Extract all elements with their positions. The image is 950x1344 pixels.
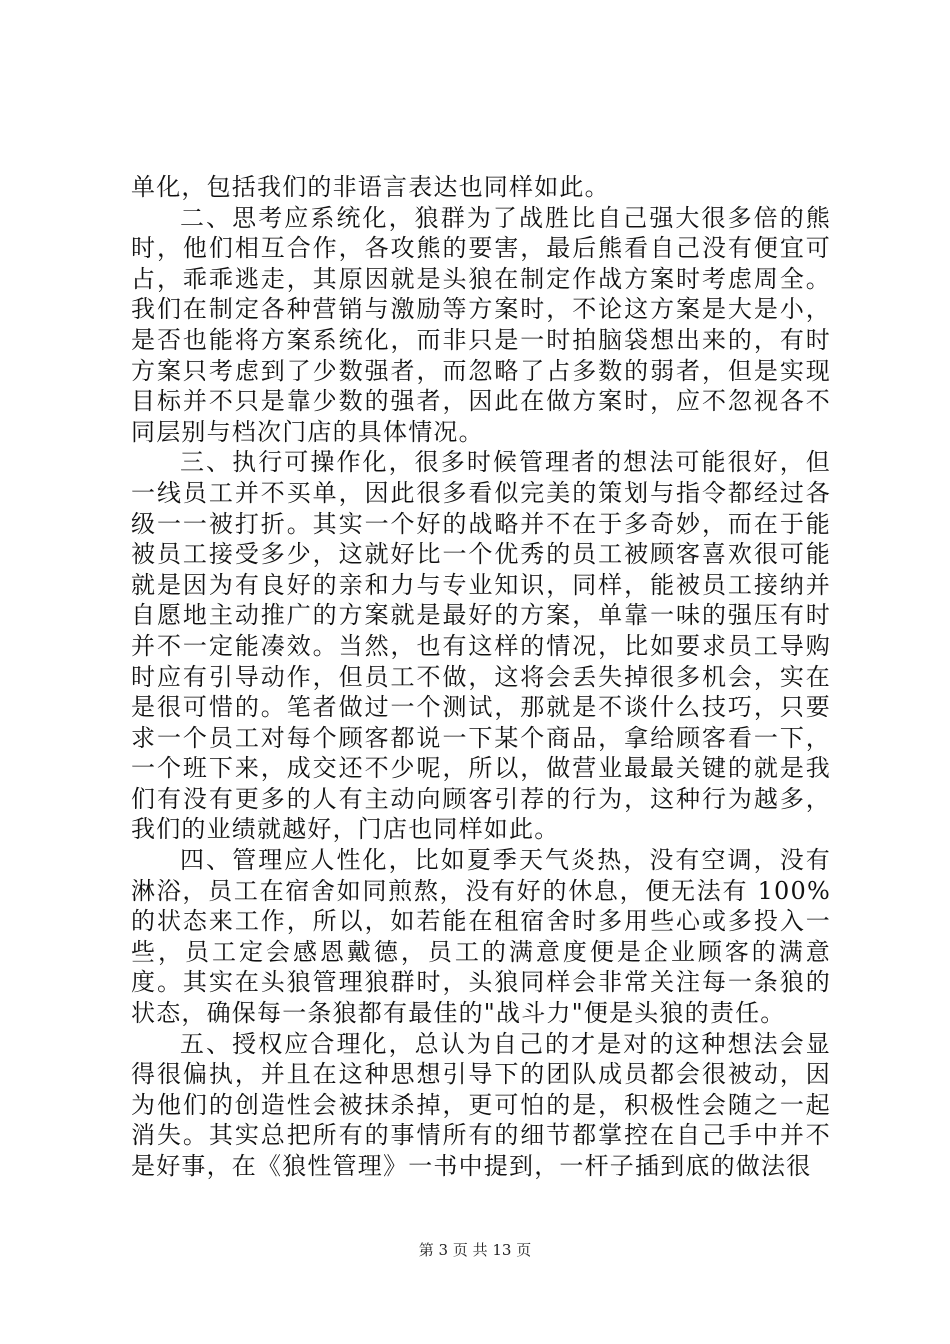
body-text <box>131 172 831 1182</box>
paragraph-section-4: 四、管理应人性化，比如夏季天气炎热，没有空调，没有淋浴，员工在宿舍如同煎熬，没有好的休息，便无法有 100%的状态来工作，所以，如若能在租宿舍时多用些心或多投入一些，员工定会感恩戴德，员工的满意度便是企业顾客的满意度。其实在头狼管理狼群时，头狼同样会非常关注每一条狼的状态，确保每一条狼都有最佳的"战斗力"便是头狼的责任。 <box>131 846 831 1028</box>
page-footer: 第 3 页 共 13 页 <box>418 1241 532 1259</box>
paragraph-section-3: 三、执行可操作化，很多时候管理者的想法可能很好，但一线员工并不买单，因此很多看似完美的策划与指令都经过各级一一被打折。其实一个好的战略并不在于多奇妙，而在于能被员工接受多少，这就好比一个优秀的员工被顾客喜欢很可能就是因为有良好的亲和力与专业知识，同样，能被员工接纳并自愿地主动推广的方案就是最好的方案，单靠一味的强压有时并不一定能凑效。当然，也有这样的情况，比如要求员工导购时应有引导动作，但员工不做，这将会丢失掉很多机会，实在是很可惜的。笔者做过一个测试，那就是不谈什么技巧，只要求一个员工对每个顾客都说一下某个商品，拿给顾客看一下，一个班下来，成交还不少呢，所以，做营业最最关键的就是我们有没有更多的人有主动向顾客引荐的行为，这种行为越多，我们的业绩就越好，门店也同样如此。 <box>131 448 831 844</box>
paragraph-section-2: 二、思考应系统化，狼群为了战胜比自己强大很多倍的熊时，他们相互合作，各攻熊的要害，最后熊看自己没有便宜可占，乖乖逃走，其原因就是头狼在制定作战方案时考虑周全。我们在制定各种营销与激励等方案时，不论这方案是大是小，是否也能将方案系统化，而非只是一时拍脑袋想出来的，有时方案只考虑到了少数强者，而忽略了占多数的弱者，但是实现目标并不只是靠少数的强者，因此在做方案时，应不忽视各不同层别与档次门店的具体情况。 <box>131 203 831 446</box>
paragraph-continuation: 单化，包括我们的非语言表达也同样如此。 <box>131 173 610 201</box>
paragraph-section-5: 五、授权应合理化，总认为自己的才是对的这种想法会显得很偏执，并且在这种思想引导下的团队成员都会很被动，因为他们的创造性会被抹杀掉，更可怕的是，积极性会随之一起消失。其实总把所有的事情所有的细节都掌控在自己手中并不是好事，在《狼性管理》一书中提到，一杆子插到底的做法很 <box>131 1029 831 1180</box>
